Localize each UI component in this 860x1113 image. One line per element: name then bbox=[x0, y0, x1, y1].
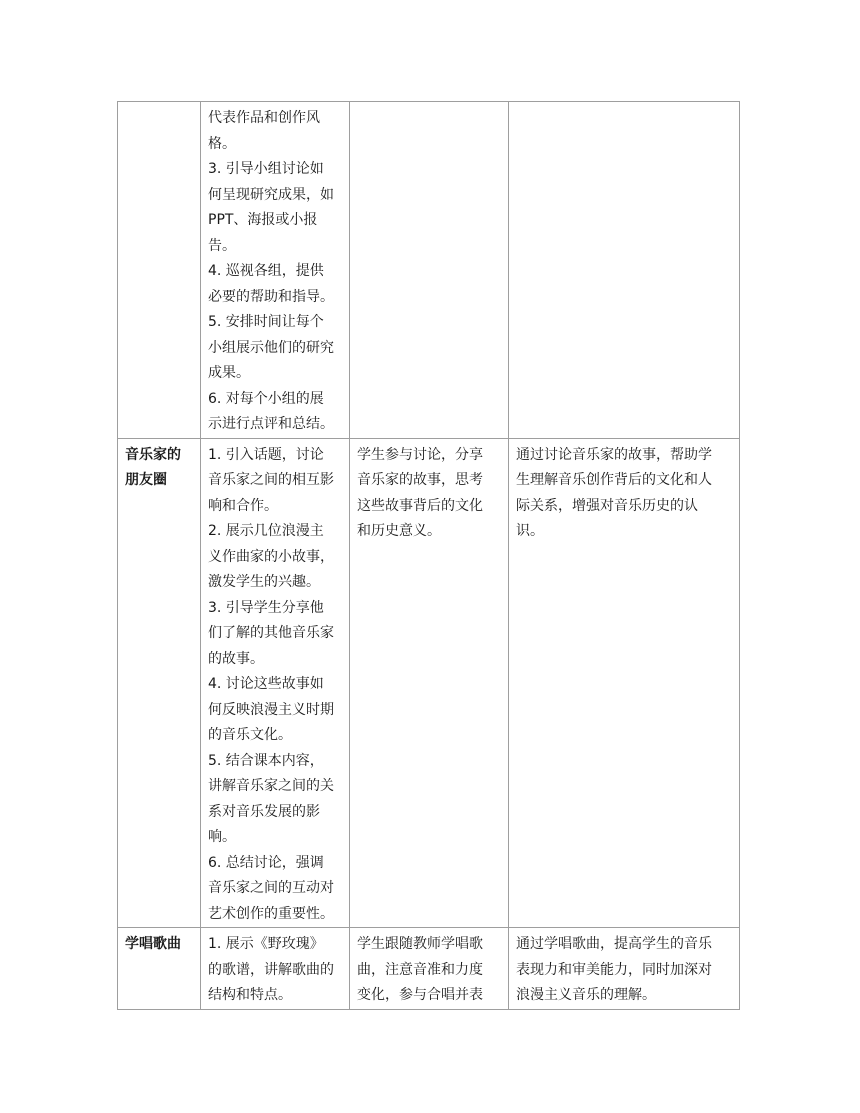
text-line: 结构和特点。 bbox=[208, 987, 292, 1003]
text-line: 生理解音乐创作背后的文化和人 bbox=[516, 472, 712, 488]
text-line: 讲解音乐家之间的关 bbox=[208, 778, 334, 794]
text-line: 变化，参与合唱并表 bbox=[357, 987, 483, 1003]
text-line: 6. 对每个小组的展 bbox=[208, 390, 324, 407]
student-activity-cell bbox=[350, 928, 509, 1010]
text-line: 和历史意义。 bbox=[357, 523, 441, 539]
text-line: 学生参与讨论，分享 bbox=[357, 446, 483, 463]
text-line: 代表作品和创作风 bbox=[208, 110, 320, 126]
text-line: 成果。 bbox=[208, 365, 250, 381]
text-line: 音乐家之间的相互影 bbox=[208, 472, 334, 488]
text-line: 必要的帮助和指导。 bbox=[208, 288, 334, 305]
table-row bbox=[118, 928, 740, 1010]
design-intent-cell bbox=[509, 928, 740, 1010]
student-activity-cell bbox=[350, 102, 509, 439]
text-line: 4. 巡视各组，提供 bbox=[208, 263, 324, 279]
text-line: 1. 展示《野玫瑰》 bbox=[208, 936, 324, 952]
text-line: 浪漫主义音乐的理解。 bbox=[516, 987, 656, 1003]
text-line: 4. 讨论这些故事如 bbox=[208, 676, 324, 692]
text-line: 的歌谱，讲解歌曲的 bbox=[208, 961, 334, 978]
topic-cell bbox=[118, 438, 201, 928]
topic-cell bbox=[118, 102, 201, 439]
text-line: 音乐家的故事，思考 bbox=[357, 472, 483, 488]
text-line: 1. 引入话题，讨论 bbox=[208, 446, 324, 463]
text-line: 5. 结合课本内容， bbox=[208, 752, 324, 769]
text-line: 激发学生的兴趣。 bbox=[208, 574, 320, 590]
text-line: 表现力和审美能力，同时加深对 bbox=[516, 961, 712, 978]
text-line: 识。 bbox=[516, 523, 544, 539]
text-line: 何反映浪漫主义时期 bbox=[208, 701, 334, 718]
teacher-activity-cell bbox=[201, 102, 350, 439]
text-line: 6. 总结讨论，强调 bbox=[208, 854, 324, 871]
design-intent-cell bbox=[509, 438, 740, 928]
text-line: 3. 引导学生分享他 bbox=[208, 599, 324, 616]
text-line: 们了解的其他音乐家 bbox=[208, 625, 334, 641]
text-line: 系对音乐发展的影 bbox=[208, 803, 320, 820]
text-line: PPT、海报或小报 bbox=[208, 212, 318, 228]
text-line: 曲，注意音准和力度 bbox=[357, 961, 483, 978]
teacher-activity-cell bbox=[201, 438, 350, 928]
text-line: 示进行点评和总结。 bbox=[208, 416, 334, 432]
text-line: 5. 安排时间让每个 bbox=[208, 314, 324, 330]
design-intent-cell bbox=[509, 102, 740, 439]
text-line: 这些故事背后的文化 bbox=[357, 497, 483, 514]
text-line: 音乐家之间的互动对 bbox=[208, 880, 334, 896]
text-line: 格。 bbox=[208, 135, 236, 152]
text-line: 3. 引导小组讨论如 bbox=[208, 161, 324, 177]
text-line: 小组展示他们的研究 bbox=[208, 339, 334, 356]
student-activity-cell bbox=[350, 438, 509, 928]
text-line: 的故事。 bbox=[208, 650, 264, 667]
text-line: 通过讨论音乐家的故事，帮助学 bbox=[516, 446, 712, 463]
text-line: 通过学唱歌曲，提高学生的音乐 bbox=[516, 936, 712, 952]
text-line: 义作曲家的小故事， bbox=[208, 548, 334, 565]
text-line: 响和合作。 bbox=[208, 497, 278, 514]
text-line: 告。 bbox=[208, 237, 236, 254]
text-line: 的音乐文化。 bbox=[208, 727, 292, 743]
text-line: 学唱歌曲 bbox=[125, 936, 181, 952]
teacher-activity-cell bbox=[201, 928, 350, 1010]
text-line: 2. 展示几位浪漫主 bbox=[208, 523, 324, 539]
text-line: 际关系，增强对音乐历史的认 bbox=[516, 497, 698, 514]
text-line: 学生跟随教师学唱歌 bbox=[357, 936, 483, 952]
topic-cell bbox=[118, 928, 201, 1010]
text-line: 朋友圈 bbox=[125, 472, 167, 488]
lesson-plan-table bbox=[117, 101, 740, 1010]
text-line: 何呈现研究成果，如 bbox=[208, 186, 334, 203]
table-row bbox=[118, 102, 740, 439]
text-line: 音乐家的 bbox=[125, 446, 181, 463]
table-row bbox=[118, 438, 740, 928]
text-line: 响。 bbox=[208, 829, 236, 845]
text-line: 艺术创作的重要性。 bbox=[208, 905, 334, 922]
